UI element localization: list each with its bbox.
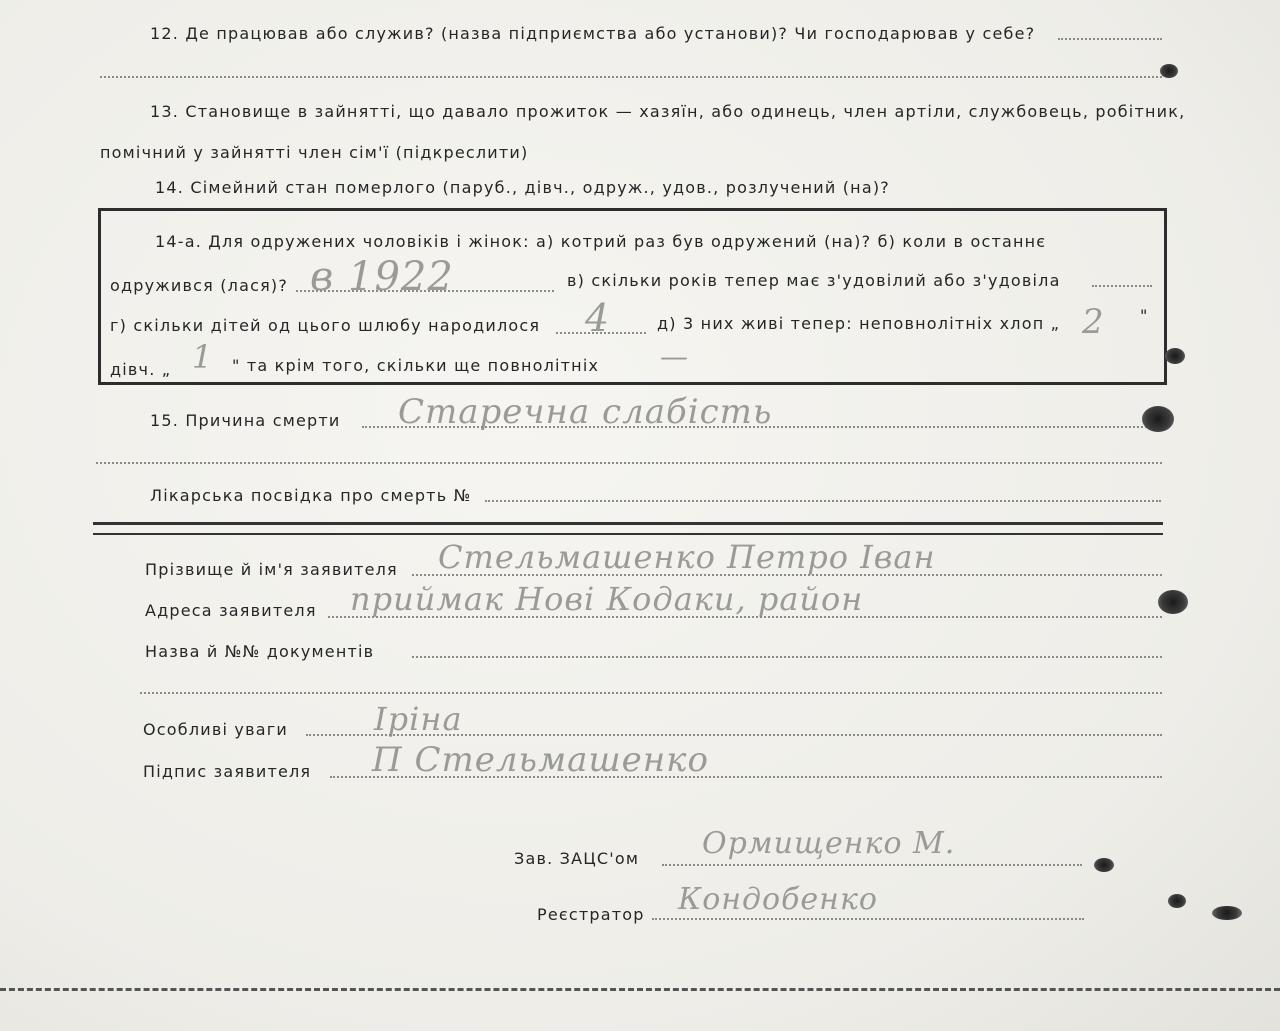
zags-head-signature: Ормищенко М.: [702, 826, 956, 861]
paper-hole: [1094, 858, 1114, 872]
paper-hole: [1168, 894, 1186, 908]
applicant-name-fill: [412, 574, 1162, 576]
section-divider-top: [93, 522, 1163, 525]
zags-head-label: Зав. ЗАЦС'ом: [514, 849, 640, 868]
q14a-line3-quote: ": [1140, 306, 1149, 325]
q14a-line3-label: г) скільки дітей од цього шлюбу народилося: [110, 316, 541, 335]
notes-fill: [306, 734, 1162, 736]
q15-cause-of-death: Старечна слабість: [398, 392, 773, 432]
paper-hole: [1160, 64, 1178, 78]
section-divider-bottom: [93, 533, 1163, 535]
perforated-edge: [0, 988, 1280, 999]
q14a-line1: 14-а. Для одружених чоловіків і жінок: а) котрий раз був одружений (на)? б) коли в останнє: [155, 232, 1047, 251]
q14a-line2-fill: [296, 290, 554, 292]
q13-line2: помічний у зайнятті член сім'ї (підкреслити): [100, 143, 529, 162]
q14-text: 14. Сімейний стан померлого (паруб., дівч., одруж., удов., розлучений (на)?: [155, 178, 890, 197]
paper-hole: [1158, 590, 1188, 614]
documents-fill: [412, 656, 1162, 658]
q14a-line4-b: " та крім того, скільки ще повнолітніх: [232, 356, 600, 375]
q14a-line4-label: дівч. „: [110, 360, 172, 379]
documents-label: Назва й №№ документів: [145, 642, 375, 661]
q13-line1: 13. Становище в зайнятті, що давало прожиток — хазяїн, або одинець, член артіли, службовець, робітник,: [150, 102, 1186, 121]
registrar-label: Реєстратор: [537, 905, 645, 924]
q15-label: 15. Причина смерти: [150, 411, 341, 430]
zags-head-fill: [662, 864, 1082, 866]
applicant-signature: П Стельмашенко: [372, 740, 709, 780]
q14a-married-year: в 1922: [310, 254, 454, 300]
documents-fill-2: [140, 692, 1162, 694]
q14a-adults-count: —: [660, 340, 689, 373]
q15-fill-line-2: [96, 462, 1162, 464]
notes-value: Іріна: [374, 700, 463, 738]
q14a-line2-fill-2: [1092, 285, 1152, 287]
notes-label: Особливі уваги: [143, 720, 288, 739]
medical-cert-fill: [485, 500, 1161, 502]
registrar-signature: Кондобенко: [678, 882, 878, 917]
applicant-name-value: Стельмашенко Петро Іван: [438, 538, 936, 576]
paper-hole: [1142, 406, 1174, 432]
medical-cert-label: Лікарська посвідка про смерть №: [150, 486, 472, 505]
q14a-line2-label: одружився (лася)?: [110, 276, 289, 295]
q14a-girls-count: 1: [192, 338, 214, 376]
applicant-name-label: Прізвище й ім'я заявителя: [145, 560, 398, 579]
q15-fill-line: [362, 426, 1162, 428]
q14a-line3-b: д) 3 них живі тепер: неповнолітніх хлоп „: [657, 314, 1061, 333]
q14a-line3-fill: [556, 332, 646, 334]
q12-fill-line-2: [100, 76, 1162, 78]
applicant-address-fill: [328, 616, 1162, 618]
applicant-address-value: приймак Нові Кодаки, район: [350, 580, 864, 618]
applicant-address-label: Адреса заявителя: [145, 601, 317, 620]
registrar-fill: [652, 918, 1084, 920]
q12-text: 12. Де працював або служив? (назва підприємства або установи)? Чи господарював у себе?: [150, 24, 1036, 43]
q14a-line2-b: в) скільки років тепер має з'удовілий або з'удовіла: [567, 271, 1061, 290]
q12-fill-line: [1058, 38, 1162, 40]
q14a-children-count: 4: [585, 296, 611, 340]
signature-fill: [330, 776, 1162, 778]
paper-hole: [1165, 348, 1185, 364]
signature-label: Підпис заявителя: [143, 762, 312, 781]
paper-hole: [1212, 906, 1242, 920]
q14a-boys-count: 2: [1082, 302, 1105, 342]
